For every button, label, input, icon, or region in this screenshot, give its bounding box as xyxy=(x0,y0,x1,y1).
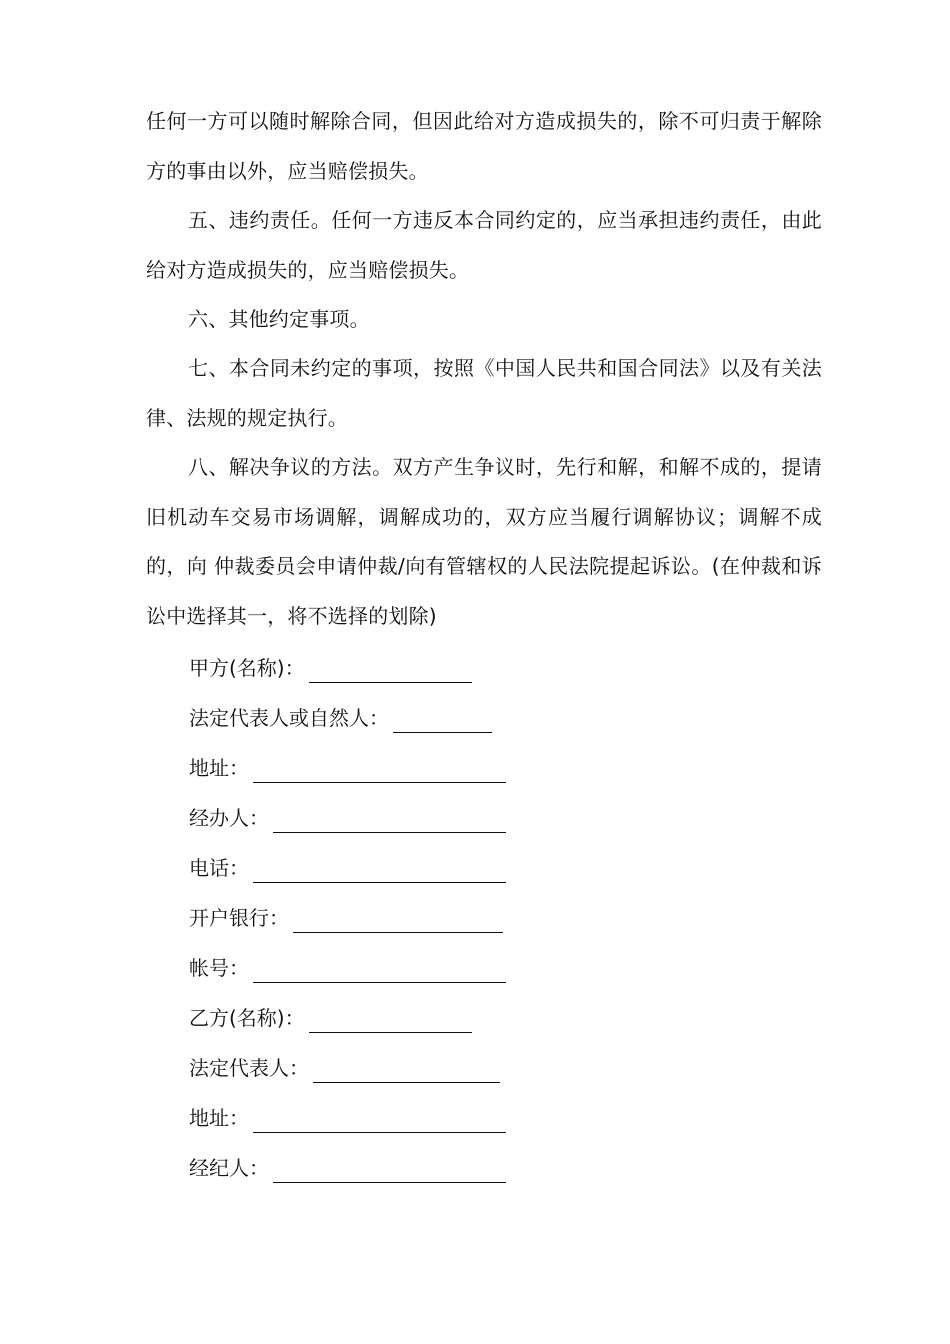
field-label: 法定代表人或自然人： xyxy=(189,706,389,730)
fill-in-line[interactable] xyxy=(253,960,506,983)
fill-in-line[interactable] xyxy=(273,1160,506,1183)
fill-in-line[interactable] xyxy=(393,710,492,733)
field-label: 经办人： xyxy=(189,806,269,830)
field-party-b-broker xyxy=(189,1153,506,1183)
fill-in-line[interactable] xyxy=(253,760,506,783)
paragraph-termination: 任何一方可以随时解除合同，但因此给对方造成损失的，除不可归责于解除方的事由以外，应当赔偿损失。 xyxy=(146,109,822,183)
fill-in-line[interactable] xyxy=(309,1010,472,1033)
paragraph-liability: 五、违约责任。任何一方违反本合同约定的，应当承担违约责任，由此给对方造成损失的，应当赔偿损失。 xyxy=(146,208,822,282)
field-label: 乙方(名称)： xyxy=(189,1006,305,1030)
field-label: 地址： xyxy=(189,756,249,780)
field-party-b-name xyxy=(189,1003,472,1033)
field-party-a-address xyxy=(189,753,506,783)
field-party-a-name xyxy=(189,653,472,683)
field-label: 开户银行： xyxy=(189,906,289,930)
fill-in-line[interactable] xyxy=(293,910,503,933)
field-party-a-phone xyxy=(189,853,506,883)
fill-in-line[interactable] xyxy=(309,660,472,683)
field-label: 法定代表人： xyxy=(189,1056,309,1080)
field-label: 地址： xyxy=(189,1106,249,1130)
field-label: 甲方(名称)： xyxy=(189,656,305,680)
paragraph-other-matters: 六、其他约定事项。 xyxy=(188,307,370,331)
fill-in-line[interactable] xyxy=(253,860,506,883)
fill-in-line[interactable] xyxy=(313,1060,500,1083)
field-party-a-account xyxy=(189,953,506,983)
field-label: 电话： xyxy=(189,856,249,880)
fill-in-line[interactable] xyxy=(253,1110,506,1133)
paragraph-dispute-resolution: 八、解决争议的方法。双方产生争议时，先行和解，和解不成的，提请旧机动车交易市场调解，调解成功的，双方应当履行调解协议；调解不成的，向 仲裁委员会申请仲裁/向有管辖权的人民法院提起诉讼。(在仲裁和诉讼中选择其一，将不选择的划除) xyxy=(146,455,822,628)
field-label: 帐号： xyxy=(189,956,249,980)
paragraph-applicable-law: 七、本合同未约定的事项，按照《中国人民共和国合同法》以及有关法律、法规的规定执行。 xyxy=(146,356,822,430)
field-party-b-representative xyxy=(189,1053,500,1083)
field-party-a-representative xyxy=(189,703,492,733)
field-party-b-address xyxy=(189,1103,506,1133)
field-party-a-handler xyxy=(189,803,506,833)
fill-in-line[interactable] xyxy=(273,810,506,833)
field-label: 经纪人： xyxy=(189,1156,269,1180)
field-party-a-bank xyxy=(189,903,503,933)
